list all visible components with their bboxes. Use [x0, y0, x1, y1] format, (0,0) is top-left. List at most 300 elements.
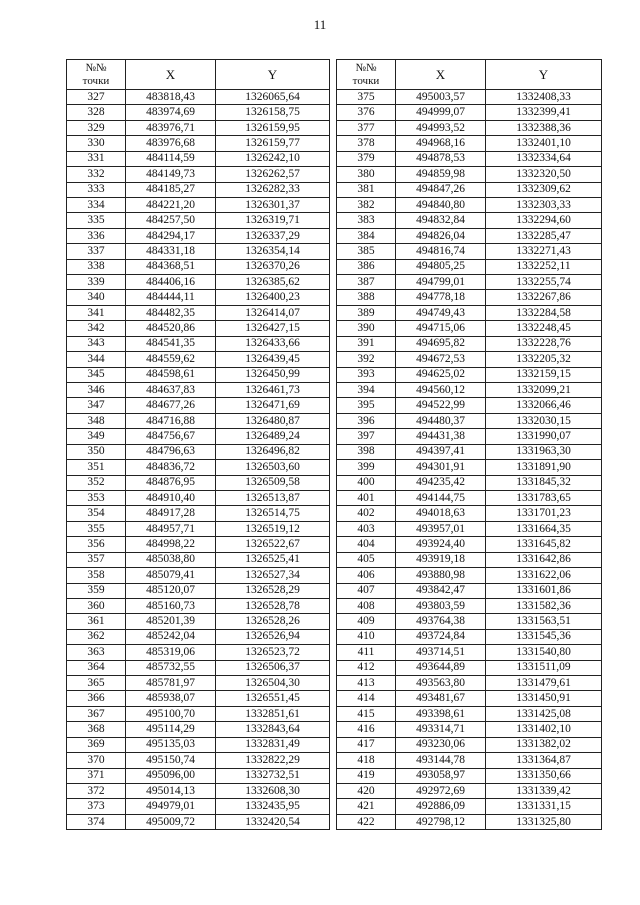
x-coordinate-cell: 493919,18	[396, 552, 486, 567]
table-row	[337, 521, 602, 536]
y-coordinate-cell: 1331402,10	[486, 722, 602, 737]
point-number-cell: 384	[337, 228, 396, 243]
y-coordinate-cell: 1332271,43	[486, 244, 602, 259]
point-number-cell: 329	[67, 120, 126, 135]
y-coordinate-cell: 1332843,64	[216, 722, 330, 737]
table-row	[67, 213, 330, 228]
y-coordinate-cell: 1326506,37	[216, 660, 330, 675]
table-row	[337, 722, 602, 737]
y-coordinate-cell: 1326159,95	[216, 120, 330, 135]
x-coordinate-cell: 484406,16	[126, 275, 216, 290]
coordinates-table-left	[66, 59, 330, 830]
table-row	[337, 429, 602, 444]
x-coordinate-cell: 494522,99	[396, 398, 486, 413]
x-coordinate-cell: 495014,13	[126, 783, 216, 798]
x-coordinate-cell: 485038,80	[126, 552, 216, 567]
point-number-cell: 346	[67, 383, 126, 398]
point-number-cell: 413	[337, 676, 396, 691]
table-row	[67, 305, 330, 320]
y-coordinate-cell: 1332388,36	[486, 120, 602, 135]
x-coordinate-cell: 494968,16	[396, 136, 486, 151]
x-coordinate-cell: 485120,07	[126, 583, 216, 598]
x-coordinate-cell: 484677,26	[126, 398, 216, 413]
table-row	[337, 367, 602, 382]
x-coordinate-cell: 494625,02	[396, 367, 486, 382]
y-coordinate-cell: 1326514,75	[216, 506, 330, 521]
point-number-header-line1: №№	[85, 61, 107, 74]
y-coordinate-cell: 1332255,74	[486, 275, 602, 290]
y-coordinate-cell: 1326509,58	[216, 475, 330, 490]
y-coordinate-cell: 1326522,67	[216, 537, 330, 552]
point-number-cell: 356	[67, 537, 126, 552]
x-coordinate-cell: 494560,12	[396, 383, 486, 398]
y-coordinate-cell: 1332248,45	[486, 321, 602, 336]
point-number-cell: 369	[67, 737, 126, 752]
x-coordinate-cell: 495003,57	[396, 90, 486, 105]
y-coordinate-cell: 1326461,73	[216, 383, 330, 398]
y-coordinate-cell: 1332309,62	[486, 182, 602, 197]
point-number-cell: 400	[337, 475, 396, 490]
table-row	[67, 120, 330, 135]
table-row	[337, 90, 602, 105]
x-coordinate-cell: 493481,67	[396, 691, 486, 706]
y-coordinate-cell: 1326471,69	[216, 398, 330, 413]
table-row	[67, 383, 330, 398]
y-coordinate-cell: 1331622,06	[486, 568, 602, 583]
point-number-cell: 373	[67, 799, 126, 814]
point-number-cell: 392	[337, 352, 396, 367]
table-row	[337, 321, 602, 336]
point-number-cell: 340	[67, 290, 126, 305]
y-coordinate-cell: 1332608,30	[216, 783, 330, 798]
table-row	[67, 136, 330, 151]
x-coordinate-cell: 494847,26	[396, 182, 486, 197]
y-coordinate-cell: 1332285,47	[486, 228, 602, 243]
table-row	[67, 167, 330, 182]
y-coordinate-cell: 1331545,36	[486, 629, 602, 644]
point-number-cell: 337	[67, 244, 126, 259]
table-row	[67, 537, 330, 552]
x-coordinate-cell: 494826,04	[396, 228, 486, 243]
point-number-cell: 352	[67, 475, 126, 490]
x-coordinate-cell: 494431,38	[396, 429, 486, 444]
point-number-cell: 341	[67, 305, 126, 320]
table-row	[67, 768, 330, 783]
table-row	[337, 783, 602, 798]
y-coordinate-cell: 1332408,33	[486, 90, 602, 105]
table-row	[337, 105, 602, 120]
point-number-cell: 396	[337, 413, 396, 428]
x-coordinate-cell: 485242,04	[126, 629, 216, 644]
coordinates-table-left-body	[67, 90, 330, 830]
y-coordinate-cell: 1326414,07	[216, 305, 330, 320]
y-coordinate-cell: 1332320,50	[486, 167, 602, 182]
point-number-cell: 387	[337, 275, 396, 290]
point-number-cell: 338	[67, 259, 126, 274]
point-number-header-line2: точки	[82, 74, 110, 87]
x-coordinate-cell: 484637,83	[126, 383, 216, 398]
point-number-cell: 377	[337, 120, 396, 135]
table-row	[337, 244, 602, 259]
point-number-cell: 361	[67, 614, 126, 629]
x-coordinate-cell: 484221,20	[126, 197, 216, 212]
y-coordinate-cell: 1326282,33	[216, 182, 330, 197]
x-coordinate-cell: 494301,91	[396, 460, 486, 475]
y-coordinate-cell: 1332030,15	[486, 413, 602, 428]
y-coordinate-cell: 1331563,51	[486, 614, 602, 629]
point-number-cell: 359	[67, 583, 126, 598]
point-number-cell: 360	[67, 598, 126, 613]
point-number-cell: 354	[67, 506, 126, 521]
table-row	[337, 753, 602, 768]
y-coordinate-cell: 1332822,29	[216, 753, 330, 768]
y-coordinate-cell: 1326242,10	[216, 151, 330, 166]
point-number-cell: 395	[337, 398, 396, 413]
table-row	[337, 768, 602, 783]
y-coordinate-cell: 1326513,87	[216, 490, 330, 505]
y-coordinate-cell: 1326337,29	[216, 228, 330, 243]
table-row	[67, 413, 330, 428]
point-number-cell: 347	[67, 398, 126, 413]
x-coordinate-cell: 485201,39	[126, 614, 216, 629]
table-row	[337, 660, 602, 675]
x-coordinate-cell: 494672,53	[396, 352, 486, 367]
point-number-cell: 417	[337, 737, 396, 752]
y-coordinate-cell: 1326439,45	[216, 352, 330, 367]
point-number-cell: 348	[67, 413, 126, 428]
table-row	[337, 383, 602, 398]
point-number-cell: 336	[67, 228, 126, 243]
point-number-cell: 398	[337, 444, 396, 459]
x-coordinate-cell: 493957,01	[396, 521, 486, 536]
table-row	[337, 167, 602, 182]
point-number-header	[67, 60, 126, 90]
x-coordinate-cell: 484482,35	[126, 305, 216, 320]
point-number-cell: 412	[337, 660, 396, 675]
y-coordinate-cell: 1326504,30	[216, 676, 330, 691]
point-number-cell: 419	[337, 768, 396, 783]
point-number-cell: 331	[67, 151, 126, 166]
y-coordinate-cell: 1332334,64	[486, 151, 602, 166]
table-row	[67, 460, 330, 475]
x-coordinate-cell: 494715,06	[396, 321, 486, 336]
x-coordinate-cell: 494993,52	[396, 120, 486, 135]
y-coordinate-cell: 1332831,49	[216, 737, 330, 752]
table-row	[337, 197, 602, 212]
y-coordinate-cell: 1331382,02	[486, 737, 602, 752]
table-row	[67, 490, 330, 505]
y-coordinate-cell: 1326370,26	[216, 259, 330, 274]
y-coordinate-cell: 1332401,10	[486, 136, 602, 151]
point-number-cell: 420	[337, 783, 396, 798]
point-number-cell: 362	[67, 629, 126, 644]
y-coordinate-cell: 1326519,12	[216, 521, 330, 536]
y-coordinate-cell: 1326354,14	[216, 244, 330, 259]
x-coordinate-cell: 493714,51	[396, 645, 486, 660]
x-coordinate-cell: 484796,63	[126, 444, 216, 459]
table-row	[67, 706, 330, 721]
point-number-cell: 394	[337, 383, 396, 398]
point-number-cell: 383	[337, 213, 396, 228]
y-coordinate-cell: 1331450,91	[486, 691, 602, 706]
x-coordinate-cell: 494144,75	[396, 490, 486, 505]
point-number-cell: 389	[337, 305, 396, 320]
table-row	[337, 676, 602, 691]
table-row	[67, 676, 330, 691]
table-row	[67, 753, 330, 768]
x-coordinate-cell: 494749,43	[396, 305, 486, 320]
table-row	[67, 552, 330, 567]
table-row	[67, 629, 330, 644]
point-number-cell: 410	[337, 629, 396, 644]
point-number-cell: 403	[337, 521, 396, 536]
x-coordinate-cell: 493058,97	[396, 768, 486, 783]
x-coordinate-cell: 494832,84	[396, 213, 486, 228]
y-coordinate-cell: 1326065,64	[216, 90, 330, 105]
x-coordinate-cell: 495009,72	[126, 814, 216, 829]
x-coordinate-cell: 493880,98	[396, 568, 486, 583]
x-coordinate-cell: 492886,09	[396, 799, 486, 814]
x-coordinate-cell: 485938,07	[126, 691, 216, 706]
x-coordinate-cell: 483974,69	[126, 105, 216, 120]
y-coordinate-cell: 1332284,58	[486, 305, 602, 320]
x-coordinate-cell: 494999,07	[396, 105, 486, 120]
point-number-cell: 397	[337, 429, 396, 444]
y-header: Y	[486, 60, 602, 90]
y-coordinate-cell: 1331582,36	[486, 598, 602, 613]
table-row	[67, 645, 330, 660]
table-row	[67, 506, 330, 521]
x-coordinate-cell: 484541,35	[126, 336, 216, 351]
table-row	[67, 197, 330, 212]
x-coordinate-cell: 493764,38	[396, 614, 486, 629]
point-number-cell: 405	[337, 552, 396, 567]
point-number-cell: 334	[67, 197, 126, 212]
point-number-cell: 355	[67, 521, 126, 536]
x-coordinate-cell: 495096,00	[126, 768, 216, 783]
y-coordinate-cell: 1326528,26	[216, 614, 330, 629]
table-row	[67, 151, 330, 166]
page-number: 11	[313, 17, 327, 32]
table-row	[67, 475, 330, 490]
point-number-cell: 339	[67, 275, 126, 290]
table-row	[67, 244, 330, 259]
x-coordinate-cell: 484185,27	[126, 182, 216, 197]
x-coordinate-cell: 484559,62	[126, 352, 216, 367]
x-coordinate-cell: 483976,68	[126, 136, 216, 151]
y-coordinate-cell: 1331364,87	[486, 753, 602, 768]
x-coordinate-cell: 493724,84	[396, 629, 486, 644]
x-header: X	[396, 60, 486, 90]
table-row	[337, 413, 602, 428]
y-coordinate-cell: 1326159,77	[216, 136, 330, 151]
point-number-cell: 421	[337, 799, 396, 814]
x-coordinate-cell: 494799,01	[396, 275, 486, 290]
point-number-cell: 364	[67, 660, 126, 675]
x-coordinate-cell: 484836,72	[126, 460, 216, 475]
x-coordinate-cell: 493803,59	[396, 598, 486, 613]
table-row	[67, 321, 330, 336]
x-coordinate-cell: 492798,12	[396, 814, 486, 829]
x-coordinate-cell: 485079,41	[126, 568, 216, 583]
x-coordinate-cell: 494018,63	[396, 506, 486, 521]
y-coordinate-cell: 1331963,30	[486, 444, 602, 459]
table-row	[67, 398, 330, 413]
point-number-header-line2: точки	[352, 74, 380, 87]
point-number-cell: 409	[337, 614, 396, 629]
x-coordinate-cell: 485160,73	[126, 598, 216, 613]
point-number-cell: 418	[337, 753, 396, 768]
point-number-cell: 363	[67, 645, 126, 660]
y-coordinate-cell: 1331331,15	[486, 799, 602, 814]
x-coordinate-cell: 484331,18	[126, 244, 216, 259]
point-number-cell: 422	[337, 814, 396, 829]
x-coordinate-cell: 484910,40	[126, 490, 216, 505]
y-coordinate-cell: 1332159,15	[486, 367, 602, 382]
x-coordinate-cell: 494979,01	[126, 799, 216, 814]
x-coordinate-cell: 494480,37	[396, 413, 486, 428]
x-coordinate-cell: 494840,80	[396, 197, 486, 212]
table-row	[67, 660, 330, 675]
y-header: Y	[216, 60, 330, 90]
point-number-cell: 415	[337, 706, 396, 721]
table-row	[67, 444, 330, 459]
point-number-header	[337, 60, 396, 90]
y-coordinate-cell: 1326433,66	[216, 336, 330, 351]
y-coordinate-cell: 1331642,86	[486, 552, 602, 567]
table-row	[337, 290, 602, 305]
y-coordinate-cell: 1331479,61	[486, 676, 602, 691]
point-number-cell: 366	[67, 691, 126, 706]
y-coordinate-cell: 1326158,75	[216, 105, 330, 120]
x-header: X	[126, 60, 216, 90]
y-coordinate-cell: 1332267,86	[486, 290, 602, 305]
table-row	[67, 429, 330, 444]
table-row	[67, 614, 330, 629]
table-row	[67, 290, 330, 305]
x-coordinate-cell: 484294,17	[126, 228, 216, 243]
table-row	[337, 614, 602, 629]
point-number-cell: 374	[67, 814, 126, 829]
table-row	[67, 336, 330, 351]
table-row	[67, 598, 330, 613]
point-number-cell: 368	[67, 722, 126, 737]
y-coordinate-cell: 1332420,54	[216, 814, 330, 829]
table-row	[337, 537, 602, 552]
table-row	[67, 275, 330, 290]
table-row	[337, 629, 602, 644]
y-coordinate-cell: 1331891,90	[486, 460, 602, 475]
point-number-cell: 407	[337, 583, 396, 598]
x-coordinate-cell: 495150,74	[126, 753, 216, 768]
x-coordinate-cell: 484444,11	[126, 290, 216, 305]
point-number-cell: 411	[337, 645, 396, 660]
x-coordinate-cell: 493842,47	[396, 583, 486, 598]
x-coordinate-cell: 494816,74	[396, 244, 486, 259]
point-number-cell: 406	[337, 568, 396, 583]
y-coordinate-cell: 1326523,72	[216, 645, 330, 660]
point-number-cell: 333	[67, 182, 126, 197]
y-coordinate-cell: 1332252,11	[486, 259, 602, 274]
table-row	[337, 336, 602, 351]
table-row	[337, 444, 602, 459]
x-coordinate-cell: 484998,22	[126, 537, 216, 552]
table-row	[337, 259, 602, 274]
point-number-cell: 381	[337, 182, 396, 197]
point-number-header-line1: №№	[355, 61, 377, 74]
y-coordinate-cell: 1331325,80	[486, 814, 602, 829]
y-coordinate-cell: 1326527,34	[216, 568, 330, 583]
table-row	[67, 583, 330, 598]
point-number-cell: 353	[67, 490, 126, 505]
point-number-cell: 380	[337, 167, 396, 182]
x-coordinate-cell: 494878,53	[396, 151, 486, 166]
point-number-cell: 416	[337, 722, 396, 737]
x-coordinate-cell: 492972,69	[396, 783, 486, 798]
y-coordinate-cell: 1332294,60	[486, 213, 602, 228]
table-row	[67, 568, 330, 583]
point-number-cell: 367	[67, 706, 126, 721]
point-number-cell: 370	[67, 753, 126, 768]
table-row	[337, 305, 602, 320]
y-coordinate-cell: 1331645,82	[486, 537, 602, 552]
table-row	[337, 691, 602, 706]
x-coordinate-cell: 484368,51	[126, 259, 216, 274]
y-coordinate-cell: 1332399,41	[486, 105, 602, 120]
point-number-cell: 404	[337, 537, 396, 552]
point-number-cell: 391	[337, 336, 396, 351]
table-row	[337, 151, 602, 166]
x-coordinate-cell: 484917,28	[126, 506, 216, 521]
table-row	[337, 799, 602, 814]
x-coordinate-cell: 484149,73	[126, 167, 216, 182]
point-number-cell: 388	[337, 290, 396, 305]
y-coordinate-cell: 1331511,09	[486, 660, 602, 675]
point-number-cell: 378	[337, 136, 396, 151]
point-number-cell: 335	[67, 213, 126, 228]
y-coordinate-cell: 1332228,76	[486, 336, 602, 351]
point-number-cell: 401	[337, 490, 396, 505]
point-number-cell: 342	[67, 321, 126, 336]
point-number-cell: 349	[67, 429, 126, 444]
table-row	[67, 352, 330, 367]
y-coordinate-cell: 1326525,41	[216, 552, 330, 567]
y-coordinate-cell: 1326496,82	[216, 444, 330, 459]
y-coordinate-cell: 1332099,21	[486, 383, 602, 398]
y-coordinate-cell: 1331845,32	[486, 475, 602, 490]
point-number-cell: 351	[67, 460, 126, 475]
table-row	[337, 598, 602, 613]
y-coordinate-cell: 1331601,86	[486, 583, 602, 598]
point-number-cell: 385	[337, 244, 396, 259]
table-row	[337, 583, 602, 598]
table-row	[67, 259, 330, 274]
y-coordinate-cell: 1326385,62	[216, 275, 330, 290]
point-number-cell: 375	[337, 90, 396, 105]
point-number-cell: 376	[337, 105, 396, 120]
table-row	[337, 737, 602, 752]
y-coordinate-cell: 1326262,57	[216, 167, 330, 182]
table-row	[337, 490, 602, 505]
x-coordinate-cell: 494235,42	[396, 475, 486, 490]
y-coordinate-cell: 1331701,23	[486, 506, 602, 521]
point-number-cell: 386	[337, 259, 396, 274]
x-coordinate-cell: 493314,71	[396, 722, 486, 737]
table-row	[337, 506, 602, 521]
y-coordinate-cell: 1326489,24	[216, 429, 330, 444]
x-coordinate-cell: 485319,06	[126, 645, 216, 660]
y-coordinate-cell: 1326319,71	[216, 213, 330, 228]
